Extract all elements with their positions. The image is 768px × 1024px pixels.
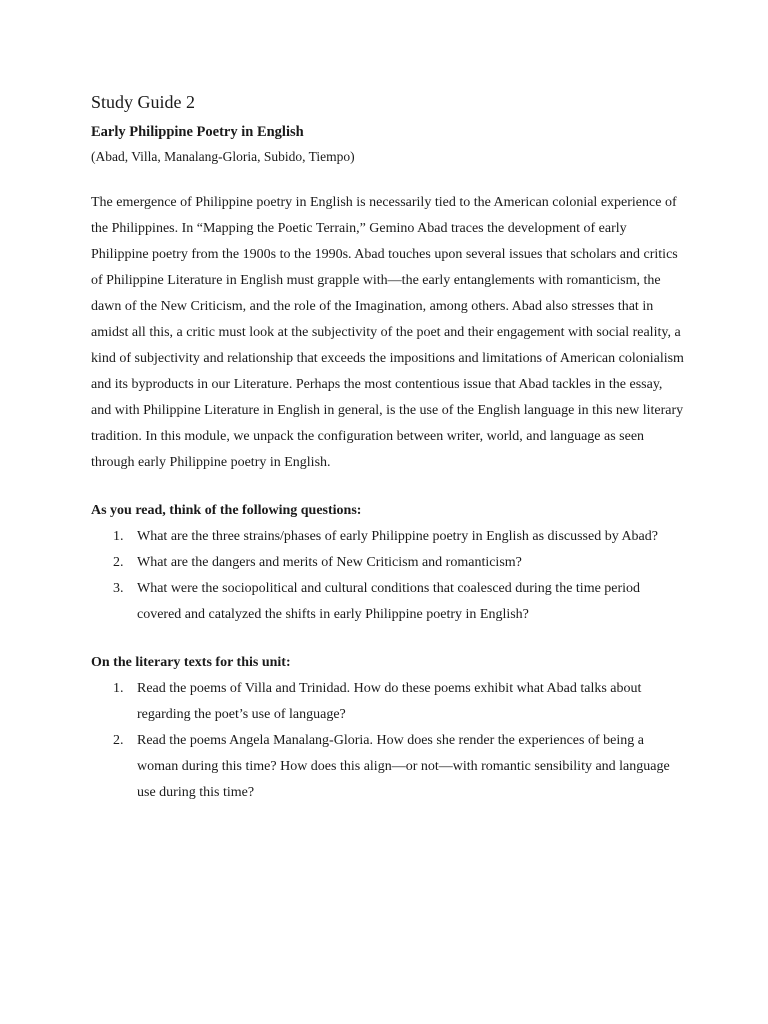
document-subtitle: Early Philippine Poetry in English bbox=[91, 124, 304, 140]
list-item-number: 2. bbox=[113, 733, 124, 748]
list-item-text: What are the dangers and merits of New Criticism and romanticism? bbox=[137, 555, 522, 570]
list-item-text: What were the sociopolitical and cultural conditions that coalesced during the time period covered and catalyzed the shifts in early Philippine poetry in English? bbox=[137, 581, 641, 622]
list-item-text: What are the three strains/phases of early Philippine poetry in English as discussed by Abad? bbox=[137, 529, 658, 544]
list-item-text: Read the poems of Villa and Trinidad. How do these poems exhibit what Abad talks about regarding the poet’s use of language? bbox=[137, 681, 642, 722]
list-item-number: 1. bbox=[113, 529, 124, 544]
list-item-text: Read the poems Angela Manalang-Gloria. How does she render the experiences of being a woman during this time? How does this align—or not—with romantic sensibility and language use during this time? bbox=[137, 733, 670, 800]
intro-paragraph: The emergence of Philippine poetry in English is necessarily tied to the American colonial experience of the Philippines. In “Mapping the Poetic Terrain,” Gemino Abad traces the development of early Philippine poetry from the 1900s to the 1990s. Abad touches upon several issues that scholars and critics of Philippine Literature in English must grapple with—the early entanglements with romanticism, the dawn of the New Criticism, and the role of the Imagination, among others. Abad also stresses that in amidst all this, a critic must look at the subjectivity of the poet and their engagement with social reality, a kind of subjectivity and relationship that exceeds the impositions and limitations of American colonialism and its byproducts in our Literature. Perhaps the most contentious issue that Abad tackles in the essay, and with Philippine Literature in English in general, is the use of the English language in this new literary tradition. In this module, we unpack the configuration between writer, world, and language as seen through early Philippine poetry in English. bbox=[91, 195, 684, 470]
list-item bbox=[91, 576, 686, 628]
literary-texts-heading: On the literary texts for this unit: bbox=[91, 655, 291, 670]
list-item bbox=[91, 524, 686, 550]
document-page bbox=[91, 90, 686, 806]
page-title: Study Guide 2 bbox=[91, 92, 196, 112]
list-item-number: 2. bbox=[113, 555, 124, 570]
questions-list bbox=[91, 524, 686, 628]
author-list: (Abad, Villa, Manalang-Gloria, Subido, Tiempo) bbox=[91, 149, 355, 164]
list-item bbox=[91, 550, 686, 576]
list-item bbox=[91, 728, 686, 806]
questions-heading: As you read, think of the following questions: bbox=[91, 503, 362, 518]
list-item-number: 1. bbox=[113, 681, 124, 696]
list-item bbox=[91, 676, 686, 728]
literary-texts-list bbox=[91, 676, 686, 806]
list-item-number: 3. bbox=[113, 581, 124, 596]
